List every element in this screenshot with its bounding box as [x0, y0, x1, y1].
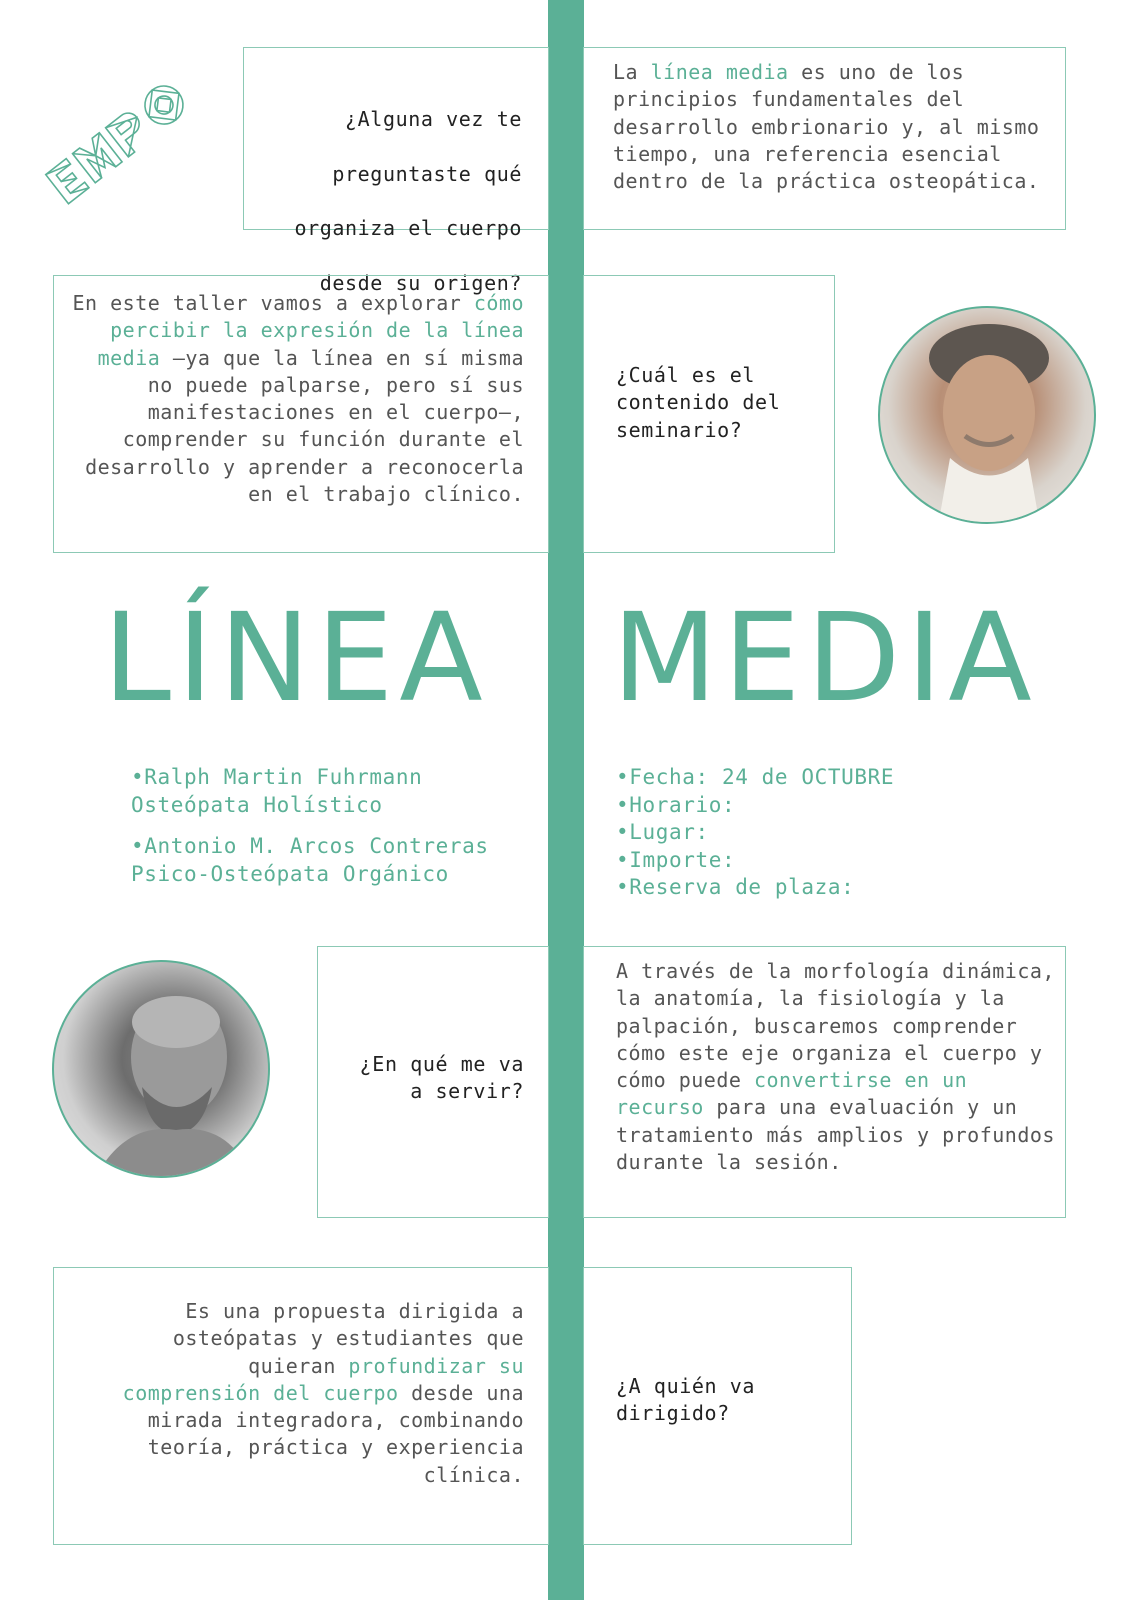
- title-left: LÍNEA: [103, 587, 489, 729]
- center-vertical-bar: [548, 0, 584, 1600]
- intro-answer-highlight: línea media: [650, 60, 789, 84]
- intro-question-line-1: ¿Alguna vez te: [345, 107, 522, 132]
- portrait-antonio-icon: [54, 962, 270, 1178]
- contenido-text-pre: En este taller vamos a explorar: [72, 291, 474, 315]
- servir-text-post: para una evaluación y un tratamiento más amplios y profundos durante la sesión.: [616, 1095, 1055, 1175]
- geometric-logo-icon: [30, 38, 220, 238]
- intro-question-line-3: organiza el cuerpo: [294, 216, 522, 241]
- intro-answer-pre: La: [613, 60, 651, 84]
- dirigido-text-pre: Es una propuesta dirigida a osteópatas y estudiantes que quieran: [172, 1299, 524, 1378]
- detail-lugar: •Lugar:: [616, 820, 709, 844]
- contenido-question: ¿Cuál es el contenido del seminario?: [616, 363, 781, 442]
- servir-text-highlight: convertirse en un recurso: [616, 1068, 968, 1120]
- speaker-2-name: •Antonio M. Arcos Contreras: [131, 834, 489, 858]
- speaker-2-role: Psico-Osteópata Orgánico: [131, 861, 449, 886]
- speaker-2: [131, 833, 541, 888]
- speaker-photo-antonio: [52, 960, 270, 1178]
- detail-horario: •Horario:: [616, 792, 736, 817]
- contenido-text-highlight: cómo percibir la expresión de la línea media: [97, 291, 524, 370]
- speaker-1: [131, 764, 541, 819]
- intro-question-line-2: preguntaste qué: [332, 161, 522, 186]
- portrait-ralph-icon: [880, 308, 1096, 524]
- intro-answer-post: es uno de los principios fundamentales del desarrollo embrionario y, al mismo tiempo, una referencia esencial dentro de la práctica osteopática.: [613, 60, 1040, 194]
- dirigido-question: ¿A quién va dirigido?: [616, 1374, 756, 1426]
- servir-question: ¿En qué me va a servir?: [359, 1052, 524, 1104]
- dirigido-text: [120, 1298, 524, 1489]
- speaker-photo-ralph: [878, 306, 1096, 524]
- intro-question-line-4: desde su origen?: [319, 271, 522, 296]
- intro-answer: [613, 59, 1053, 195]
- title-right: MEDIA: [612, 587, 1038, 729]
- detail-fecha: •Fecha: 24 de OCTUBRE: [616, 765, 895, 789]
- dirigido-text-post: desde una mirada integradora, combinando teoría, práctica y experiencia clínica.: [147, 1380, 524, 1487]
- detail-reserva: •Reserva de plaza:: [616, 875, 855, 899]
- dirigido-text-highlight: profundizar su comprensión del cuerpo: [122, 1353, 524, 1405]
- servir-text: [616, 958, 1056, 1176]
- detail-importe: •Importe:: [616, 847, 736, 872]
- servir-text-pre: A través de la morfología dinámica, la anatomía, la fisiología y la palpación, buscaremos comprender cómo este eje organiza el cuerpo y cómo puede: [616, 959, 1055, 1093]
- contenido-text-post: —ya que la línea en sí misma no puede palparse, pero sí sus manifestaciones en el cuerpo—, comprender su función durante el desarrollo y aprender a reconocerla en el trabajo clínico.: [85, 345, 524, 507]
- speakers-list: [131, 764, 541, 888]
- contenido-text: [70, 290, 524, 508]
- speaker-1-role: Osteópata Holístico: [131, 792, 383, 817]
- event-details: [616, 764, 1036, 902]
- speaker-1-name: •Ralph Martin Fuhrmann: [131, 765, 423, 789]
